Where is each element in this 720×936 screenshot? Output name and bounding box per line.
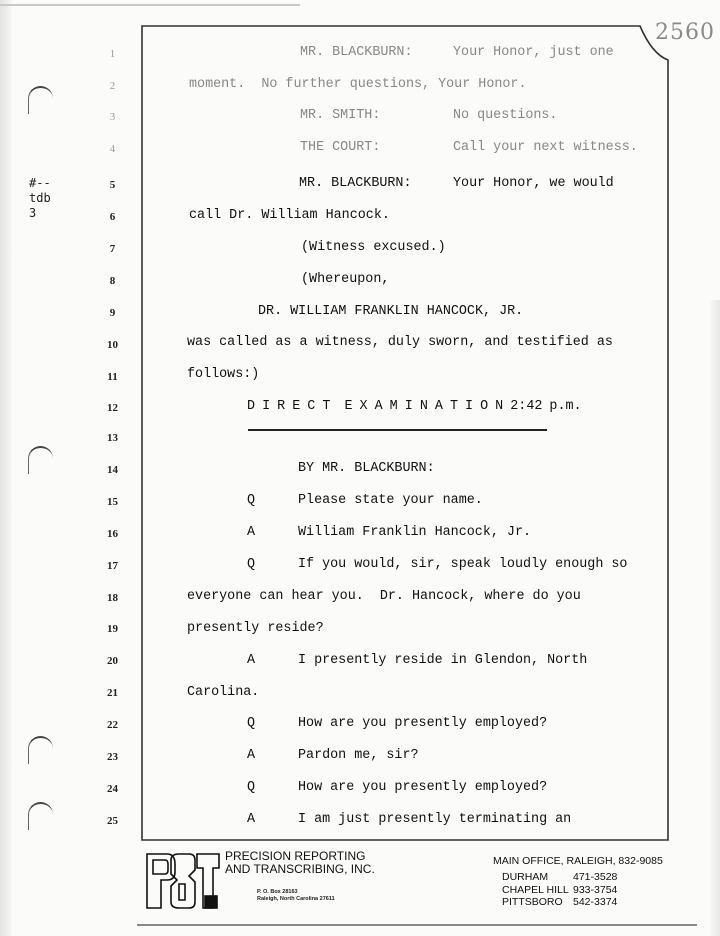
line-number: 13: [107, 432, 118, 444]
branch-phone: 933-3754: [573, 883, 618, 896]
qa-marker: Q: [247, 716, 256, 731]
line-number: 3: [109, 111, 116, 123]
transcript-line: (Witness excused.): [301, 240, 446, 255]
firm-name-line-1: PRECISION REPORTING: [225, 849, 366, 863]
section-heading: D I R E C T E X A M I N A T I O N 2:42 p.m.: [247, 399, 582, 414]
transcript-line: Your Honor, just one: [453, 45, 614, 60]
branch-city: DURHAM: [502, 871, 549, 883]
margin-note-3: 3: [29, 206, 37, 220]
line-number: 16: [107, 528, 118, 540]
binder-hole-mark: [28, 446, 53, 474]
line-number: 24: [107, 783, 118, 795]
transcript-line: presently reside?: [187, 621, 324, 636]
line-number: 8: [109, 275, 116, 287]
heading-underline: [248, 429, 547, 431]
margin-note-1: #--: [29, 176, 51, 190]
branch-phone: 542-3374: [573, 896, 618, 908]
page-left-edge: [0, 0, 12, 936]
transcript-line: I presently reside in Glendon, North: [298, 653, 588, 668]
reporter-footer: [140, 848, 700, 918]
page-right-edge: [710, 300, 720, 936]
line-number: 11: [107, 371, 118, 383]
line-number: 22: [107, 719, 118, 731]
line-number: 18: [107, 592, 118, 604]
address-line-2: Raleigh, North Carolina 27611: [257, 896, 335, 902]
line-number: 19: [107, 623, 118, 635]
qa-marker: A: [247, 525, 256, 540]
transcript-line: William Franklin Hancock, Jr.: [298, 525, 532, 540]
qa-marker: A: [247, 748, 256, 763]
qa-marker: Q: [247, 780, 256, 795]
line-number: 6: [109, 211, 116, 223]
address-line-1: P. O. Box 28163: [257, 889, 298, 895]
qa-marker: Q: [247, 493, 256, 508]
branch-row: [502, 884, 617, 897]
line-number: 15: [107, 496, 118, 508]
branch-city: CHAPEL HILL: [502, 883, 569, 896]
speaker-label: MR. SMITH:: [300, 108, 381, 123]
line-number: 20: [107, 655, 118, 667]
branch-offices: [502, 871, 617, 909]
speaker-label: THE COURT:: [300, 140, 381, 155]
firm-name: [225, 850, 375, 875]
line-number: 5: [109, 179, 116, 191]
binder-hole-mark: [28, 86, 53, 114]
speaker-label: MR. BLACKBURN:: [299, 176, 412, 191]
margin-note-2: tdb: [29, 191, 51, 205]
transcript-line: Carolina.: [187, 685, 260, 700]
line-number: 21: [107, 687, 118, 699]
branch-city: PITTSBORO: [502, 896, 563, 908]
binder-hole-mark: [28, 802, 53, 830]
transcript-line: call Dr. William Hancock.: [189, 208, 390, 223]
transcript-line: (Whereupon,: [301, 272, 390, 287]
branch-phone: 471-3528: [573, 871, 618, 883]
transcript-line: BY MR. BLACKBURN:: [298, 461, 435, 476]
line-number: 2: [109, 80, 116, 92]
pt-logo-icon: [145, 850, 221, 912]
line-number: 10: [107, 339, 118, 351]
transcript-line: everyone can hear you. Dr. Hancock, where do you: [187, 589, 581, 604]
page-top-edge: [0, 4, 300, 6]
binder-hole-mark: [28, 736, 53, 764]
qa-marker: Q: [247, 557, 256, 572]
line-number: 9: [109, 307, 116, 319]
line-number: 25: [107, 815, 118, 827]
transcript-line: I am just presently terminating an: [298, 812, 572, 827]
firm-name-line-2: AND TRANSCRIBING, INC.: [225, 861, 375, 876]
line-number: 14: [107, 464, 118, 476]
transcript-line: was called as a witness, duly sworn, and testified as: [187, 335, 613, 350]
transcript-line: Please state your name.: [298, 493, 483, 508]
transcript-line: How are you presently employed?: [298, 780, 548, 795]
transcript-line: moment. No further questions, Your Honor.: [189, 77, 527, 92]
transcript-line: No questions.: [453, 108, 558, 123]
transcript-line: Call your next witness.: [453, 140, 638, 155]
line-number: 23: [107, 751, 118, 763]
main-office: MAIN OFFICE, RALEIGH, 832-9085: [493, 855, 663, 867]
page-number: 2560: [655, 20, 715, 45]
firm-address: [257, 889, 335, 903]
transcript-line: If you would, sir, speak loudly enough so: [298, 557, 628, 572]
witness-name: DR. WILLIAM FRANKLIN HANCOCK, JR.: [258, 304, 524, 319]
transcript-line: Your Honor, we would: [453, 176, 614, 191]
qa-marker: A: [247, 812, 256, 827]
qa-marker: A: [247, 653, 256, 668]
transcript-line: follows:): [187, 367, 260, 382]
line-number: 4: [109, 143, 116, 155]
footer-rule: [137, 924, 697, 926]
line-number: 1: [109, 48, 116, 60]
line-number: 17: [107, 560, 118, 572]
branch-row: [502, 871, 617, 884]
line-number: 12: [107, 402, 118, 414]
speaker-label: MR. BLACKBURN:: [300, 45, 413, 60]
transcript-line: Pardon me, sir?: [298, 748, 419, 763]
transcript-line: How are you presently employed?: [298, 716, 548, 731]
line-number: 7: [109, 243, 116, 255]
branch-row: [502, 896, 617, 909]
